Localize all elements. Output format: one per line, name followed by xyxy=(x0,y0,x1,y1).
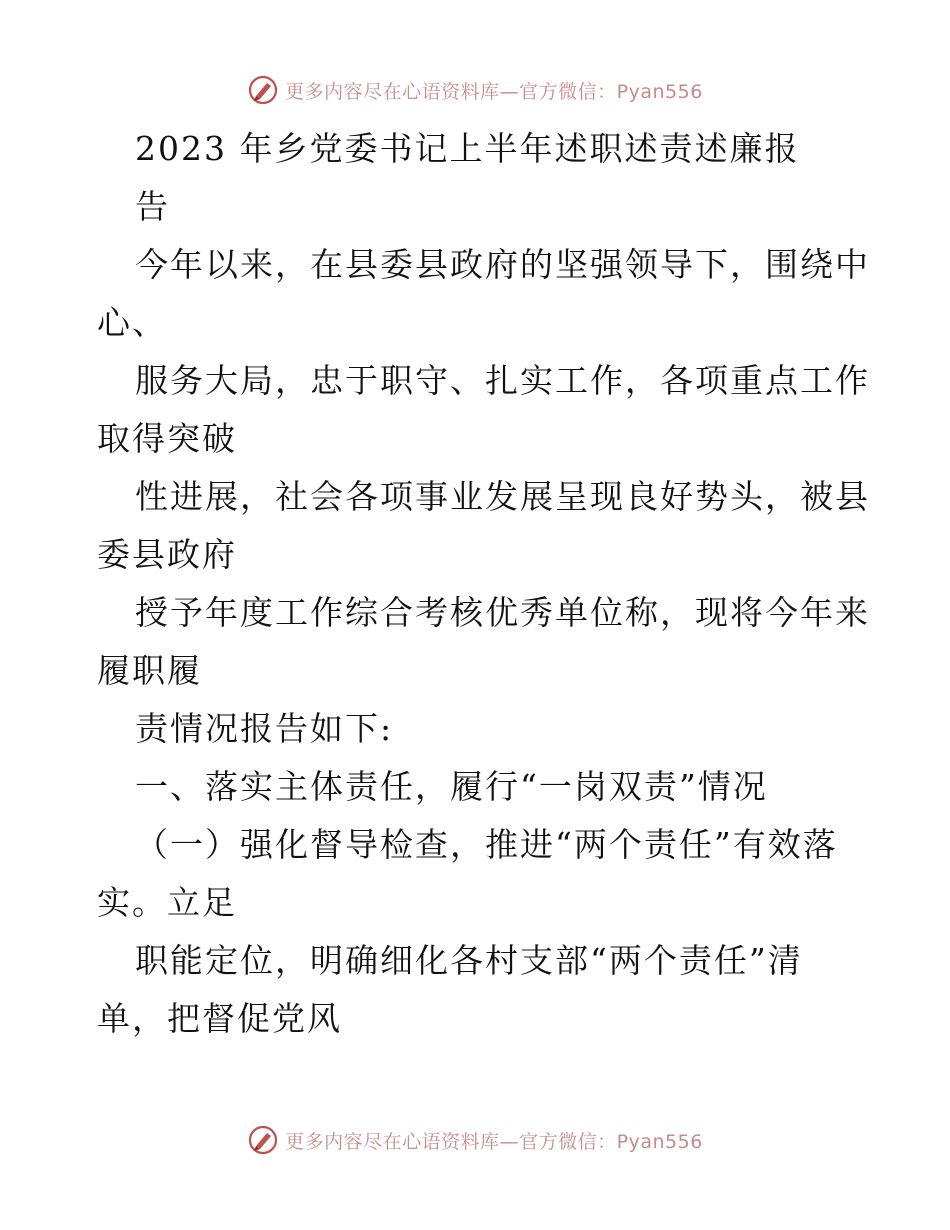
text-line: 心、 xyxy=(97,303,167,342)
document-body xyxy=(97,120,870,1048)
text-line: 今年以来，在县委县政府的坚强领导下，围绕中 xyxy=(135,245,870,284)
pen-logo-icon xyxy=(247,1124,279,1156)
text-line: 单，把督促党风 xyxy=(97,999,342,1038)
document-title-line-1: 2023 年乡党委书记上半年述职述责述廉报 xyxy=(135,129,800,168)
watermark-text: 更多内容尽在心语资料库—官方微信：Pyan556 xyxy=(285,1130,703,1153)
text-line: 履职履 xyxy=(97,651,202,690)
text-line: 职能定位，明确细化各村支部“两个责任”清 xyxy=(135,941,803,980)
watermark-group xyxy=(247,74,703,106)
subsection-heading: （一）强化督导检查，推进“两个责任”有效落 xyxy=(135,825,838,864)
footer-watermark xyxy=(0,1120,950,1160)
header-watermark xyxy=(0,70,950,110)
text-line: 性进展，社会各项事业发展呈现良好势头，被县 xyxy=(135,477,870,516)
text-line: 实。立足 xyxy=(97,883,237,922)
text-line: 授予年度工作综合考核优秀单位称，现将今年来 xyxy=(135,593,870,632)
watermark-group xyxy=(247,1124,703,1156)
section-heading: 一、落实主体责任，履行“一岗双责”情况 xyxy=(135,767,768,806)
text-line: 取得突破 xyxy=(97,419,237,458)
pen-logo-icon xyxy=(247,74,279,106)
text-line: 责情况报告如下: xyxy=(135,709,394,748)
text-line: 委县政府 xyxy=(97,535,237,574)
watermark-text: 更多内容尽在心语资料库—官方微信：Pyan556 xyxy=(285,80,703,103)
document-title-line-2: 告 xyxy=(135,187,170,226)
text-line: 服务大局，忠于职守、扎实工作，各项重点工作 xyxy=(135,361,870,400)
